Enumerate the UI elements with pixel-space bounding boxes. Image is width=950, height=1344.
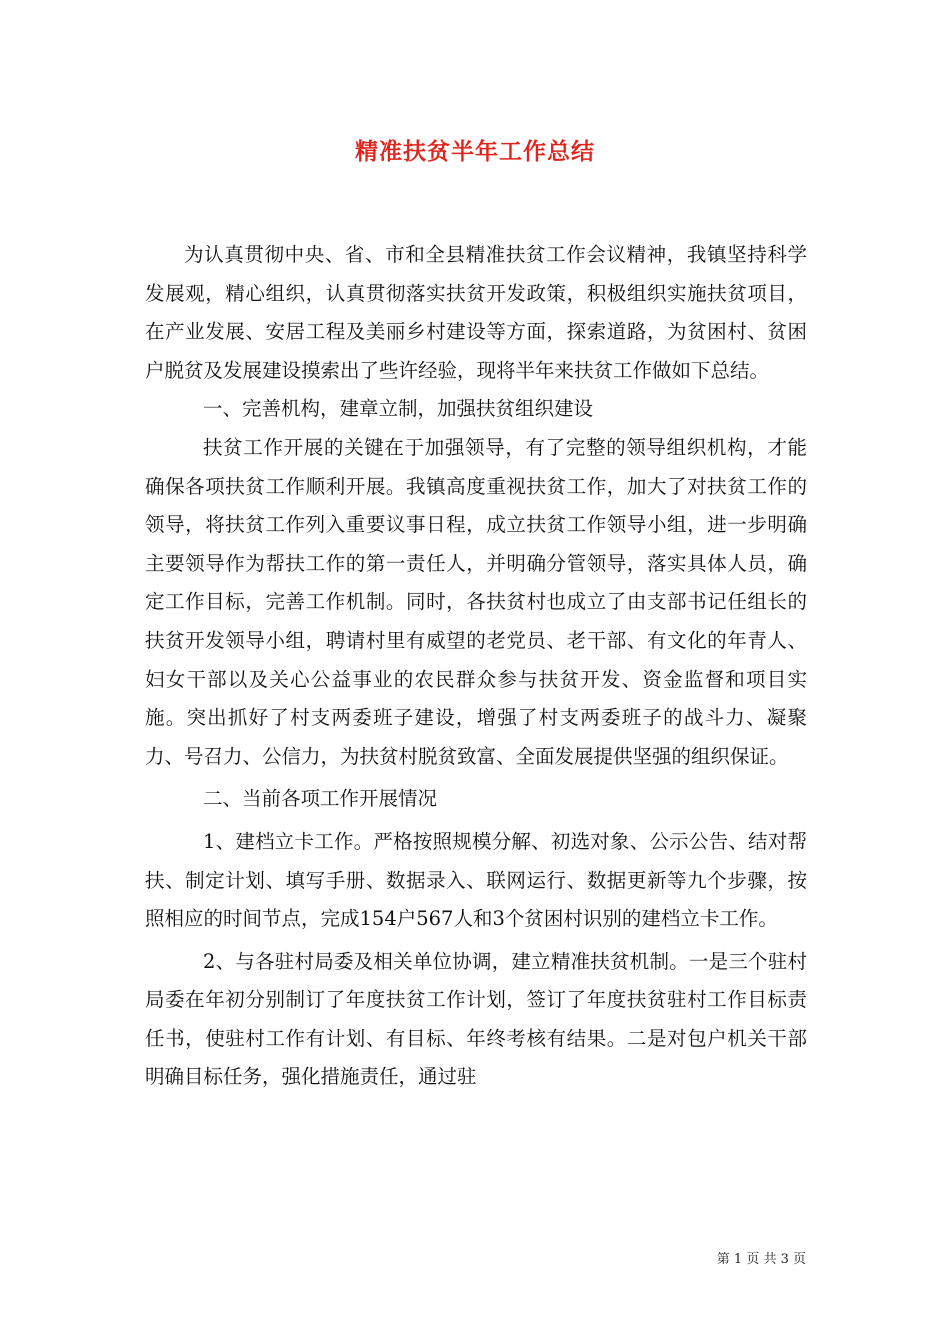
section-heading-2: 二、当前各项工作开展情况 [203, 787, 438, 811]
section-heading-1: 一、完善机构，建章立制，加强扶贫组织建设 [203, 397, 594, 421]
section-1-paragraph: 扶贫工作开展的关键在于加强领导，有了完整的领导组织机构，才能确保各项扶贫工作顺利开展。我镇高度重视扶贫工作，加大了对扶贫工作的领导，将扶贫工作列入重要议事日程，成立扶贫工作领导小组，进一步明确主要领导作为帮扶工作的第一责任人，并明确分管领导，落实具体人员，确定工作目标，完善工作机制。同时，各扶贫村也成立了由支部书记任组长的扶贫开发领导小组，聘请村里有威望的老党员、老干部、有文化的年青人、妇女干部以及关心公益事业的农民群众参与扶贫开发、资金监督和项目实施。突出抓好了村支两委班子建设，增强了村支两委班子的战斗力、凝聚力、号召力、公信力，为扶贫村脱贫致富、全面发展提供坚强的组织保证。 [145, 435, 807, 768]
intro-paragraph: 为认真贯彻中央、省、市和全县精准扶贫工作会议精神，我镇坚持科学发展观，精心组织，认真贯彻落实扶贫开发政策，积极组织实施扶贫项目，在产业发展、安居工程及美丽乡村建设等方面，探索道路，为贫困村、贫困户脱贫及发展建设摸索出了些许经验，现将半年来扶贫工作做如下总结。 [145, 243, 807, 382]
page-number: 第 1 页 共 3 页 [716, 1252, 806, 1267]
item-2-paragraph: 2、与各驻村局委及相关单位协调，建立精准扶贫机制。一是三个驻村局委在年初分别制订了年度扶贫工作计划，签订了年度扶贫驻村工作目标责任书，使驻村工作有计划、有目标、年终考核有结果。二是对包户机关干部明确目标任务，强化措施责任，通过驻 [145, 949, 807, 1089]
item-1-paragraph: 1、建档立卡工作。严格按照规模分解、初选对象、公示公告、结对帮扶、制定计划、填写手册、数据录入、联网运行、数据更新等九个步骤，按照相应的时间节点，完成154户567人和3个贫困村识别的建档立卡工作。 [145, 829, 807, 931]
document-body [145, 236, 807, 1097]
document-title: 精准扶贫半年工作总结 [355, 139, 595, 165]
